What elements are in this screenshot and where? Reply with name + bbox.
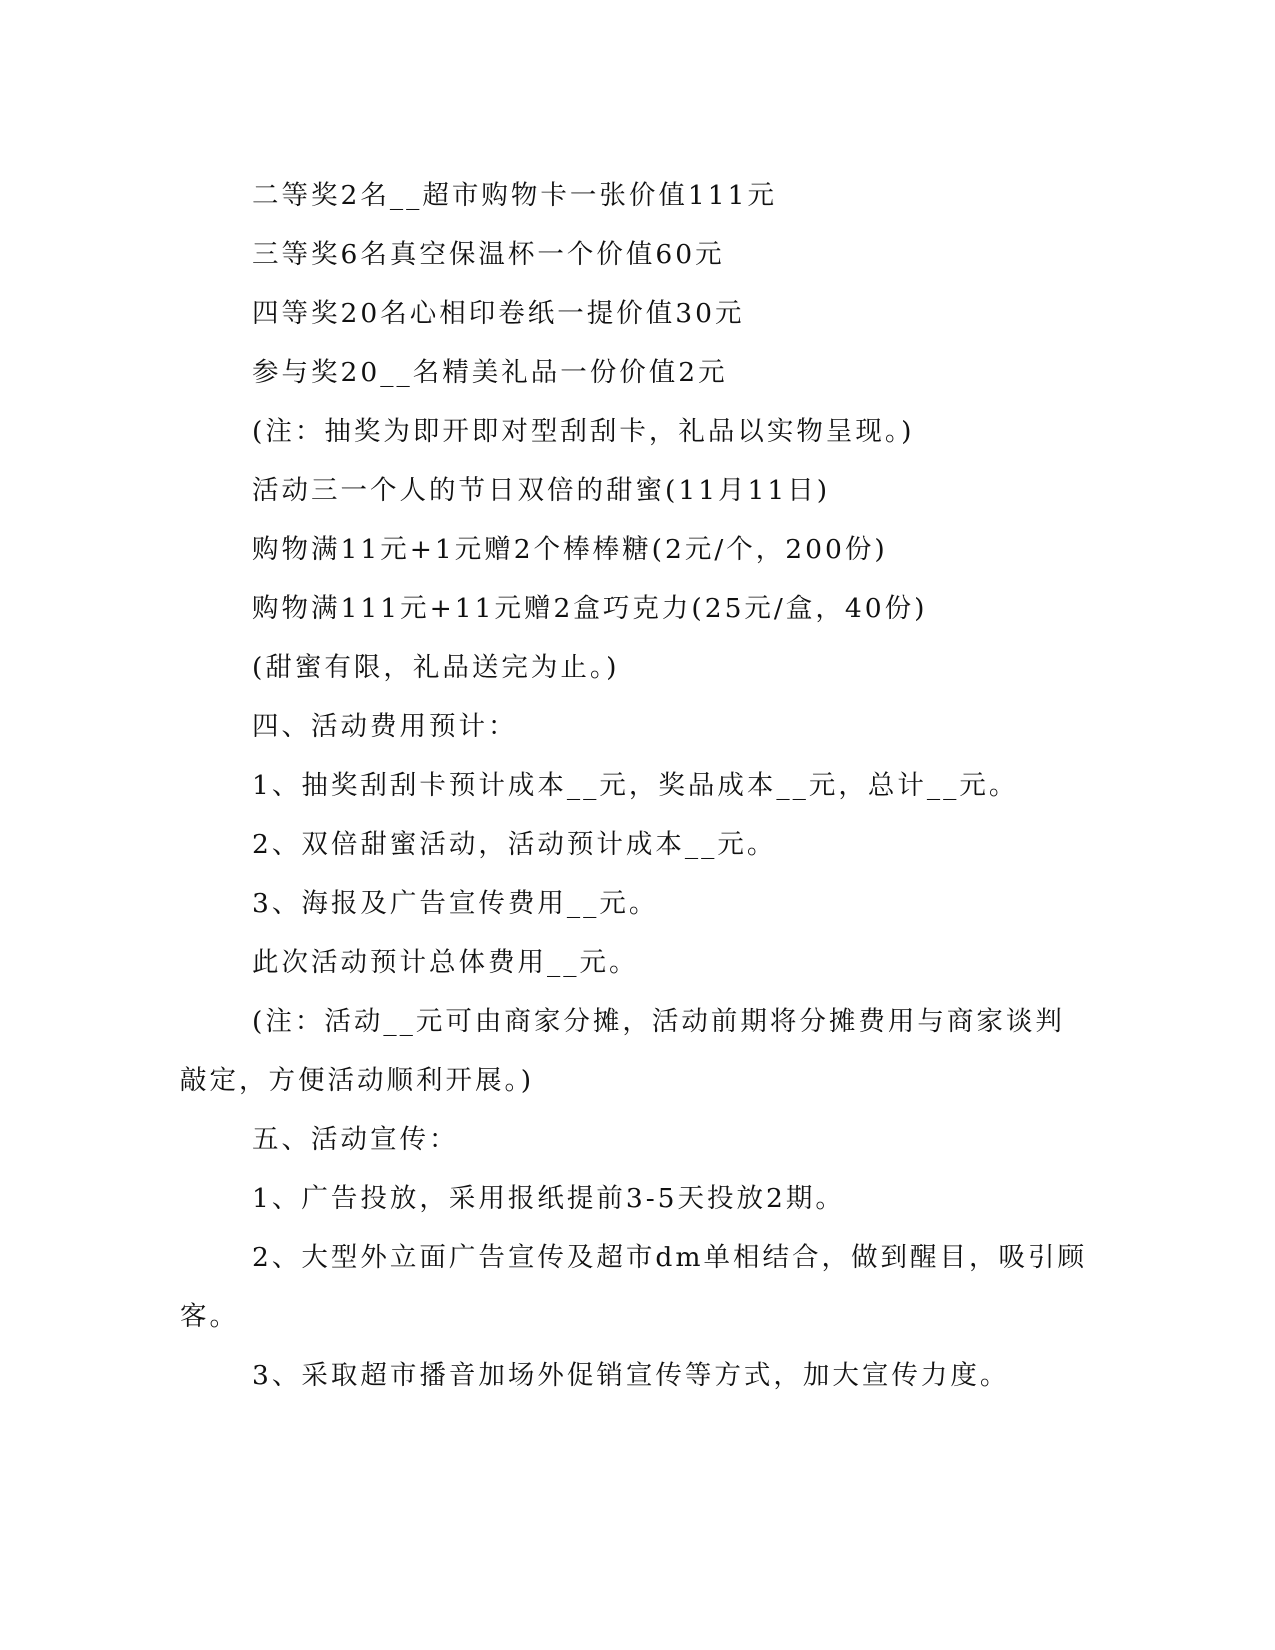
text-line-cost-note-continued: 敲定，方便活动顺利开展。) (180, 1065, 535, 1096)
text-line-promo-1: 1、广告投放，采用报纸提前3-5天投放2期。 (252, 1183, 845, 1214)
text-line-second-prize: 二等奖2名__超市购物卡一张价值111元 (252, 180, 777, 211)
text-line-cost-2: 2、双倍甜蜜活动，活动预计成本__元。 (252, 829, 777, 860)
text-line-activity-three: 活动三一个人的节日双倍的甜蜜(11月11日) (252, 475, 831, 506)
text-line-chocolate-offer: 购物满111元+11元赠2盒巧克力(25元/盒，40份) (252, 593, 928, 624)
section-heading-cost: 四、活动费用预计： (252, 711, 518, 742)
text-line-promo-3: 3、采取超市播音加场外促销宣传等方式，加大宣传力度。 (252, 1360, 1010, 1391)
section-heading-promotion: 五、活动宣传： (252, 1124, 459, 1155)
text-line-cost-note: (注：活动__元可由商家分摊，活动前期将分摊费用与商家谈判 (252, 1006, 1065, 1037)
text-line-promo-2-continued: 客。 (180, 1301, 239, 1332)
text-line-lollipop-offer: 购物满11元+1元赠2个棒棒糖(2元/个，200份) (252, 534, 888, 565)
text-line-sweet-note: (甜蜜有限，礼品送完为止。) (252, 652, 620, 683)
text-line-promo-2: 2、大型外立面广告宣传及超市dm单相结合，做到醒目，吸引顾 (252, 1242, 1087, 1273)
text-line-participation-prize: 参与奖20__名精美礼品一份价值2元 (252, 357, 728, 388)
text-line-total-cost: 此次活动预计总体费用__元。 (252, 947, 639, 978)
text-line-cost-1: 1、抽奖刮刮卡预计成本__元，奖品成本__元，总计__元。 (252, 770, 1019, 801)
text-line-fourth-prize: 四等奖20名心相印卷纸一提价值30元 (252, 298, 745, 329)
text-line-cost-3: 3、海报及广告宣传费用__元。 (252, 888, 659, 919)
text-line-third-prize: 三等奖6名真空保温杯一个价值60元 (252, 239, 725, 270)
text-line-lottery-note: (注：抽奖为即开即对型刮刮卡，礼品以实物呈现。) (252, 416, 915, 447)
